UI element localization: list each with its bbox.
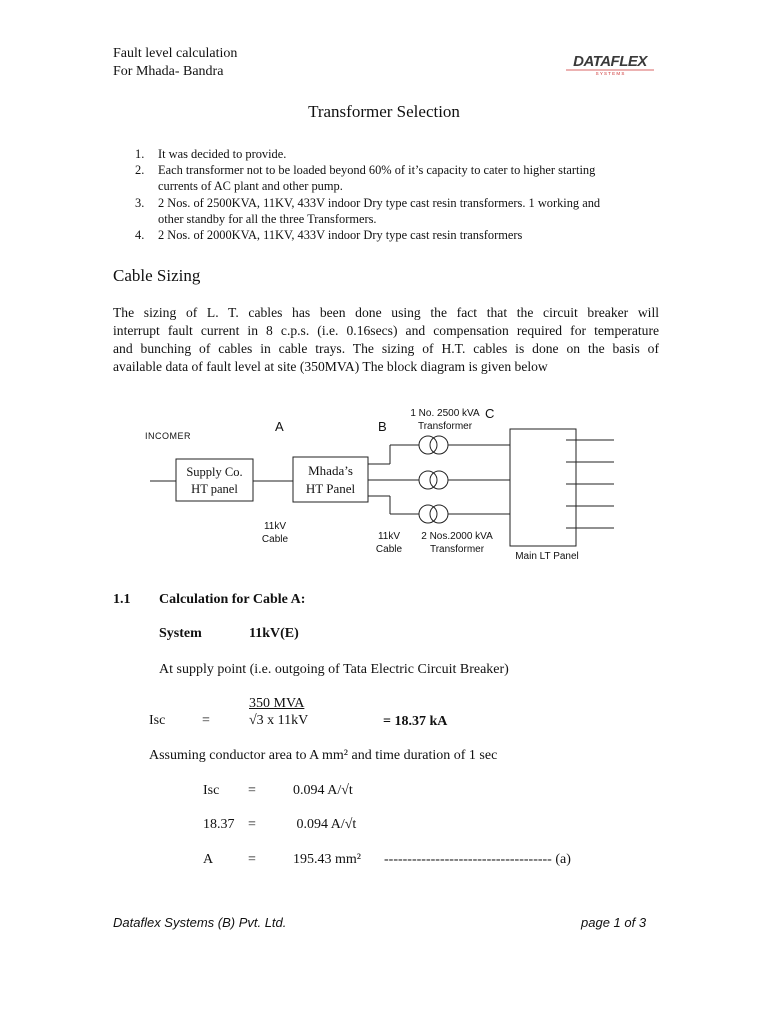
cable-a-label: 11kV xyxy=(263,521,287,532)
svg-text:HT Panel: HT Panel xyxy=(305,481,356,496)
list-item: 1. It was decided to provide. xyxy=(135,147,287,161)
system-label: System xyxy=(159,626,202,641)
svg-text:Mhada’s: Mhada’s xyxy=(308,463,353,478)
transformer-3 xyxy=(419,505,448,523)
transformer-list xyxy=(113,146,673,243)
list-item: 3. 2 Nos. of 2500KVA, 11KV, 433V indoor Dry type cast resin transformers. 1 working and other standby for all the three Transformers. xyxy=(135,195,601,226)
header-subtitle: For Mhada- Bandra xyxy=(113,64,224,79)
footer-company: Dataflex Systems (B) Pvt. Ltd. xyxy=(113,915,287,930)
label-a: A xyxy=(275,419,284,434)
calc-row-eq: = xyxy=(248,852,256,867)
list-item: 2. Each transformer not to be loaded beyond 60% of it’s capacity to cater to higher starting currents of AC plant and other pump. xyxy=(135,163,596,194)
label-b: B xyxy=(378,419,387,434)
supply-point-text: At supply point (i.e. outgoing of Tata Electric Circuit Breaker) xyxy=(159,662,509,677)
fraction-denominator: √3 x 11kV xyxy=(249,713,309,728)
system-value: 11kV(E) xyxy=(249,626,299,641)
calc-row-rhs: 195.43 mm² xyxy=(293,852,361,867)
fraction-numerator: 350 MVA xyxy=(249,696,305,711)
svg-text:Transformer: Transformer xyxy=(429,544,485,555)
calc-row-lhs: A xyxy=(203,852,214,867)
header-title: Fault level calculation xyxy=(113,46,238,61)
isc-result: = 18.37 kA xyxy=(383,714,448,729)
cable-sizing-paragraph: The sizing of L. T. cables has been done using the fact that the circuit breaker will interrupt fault current in 8 c.p.s. (i.e. 0.16secs) and compensation required for temperature and bunching of cables in cable trays. The sizing of H.T. cables is done on the basis of available data of fault level at site (350MVA) The block diagram is given below xyxy=(113,305,659,374)
footer-page-number: page 1 of 3 xyxy=(581,915,647,930)
lt-panel-label: Main LT Panel xyxy=(515,551,579,562)
calc-row-lhs: 18.37 xyxy=(203,817,235,832)
section-title: Calculation for Cable A: xyxy=(159,592,306,607)
svg-text:Supply Co.: Supply Co. xyxy=(186,465,243,479)
calc-row-eq: = xyxy=(248,817,256,832)
svg-text:Cable: Cable xyxy=(261,534,289,545)
isc-label: Isc xyxy=(149,713,166,728)
assumption-text: Assuming conductor area to A mm² and time duration of 1 sec xyxy=(149,748,498,763)
transformer-2 xyxy=(419,471,448,489)
section-number: 1.1 xyxy=(113,592,131,607)
calc-row-rhs: 0.094 A/√t xyxy=(293,783,353,798)
label-c: C xyxy=(485,406,495,421)
svg-text:Cable: Cable xyxy=(375,544,403,555)
calc-row-rhs: 0.094 A/√t xyxy=(293,817,357,832)
svg-text:HT panel: HT panel xyxy=(191,482,238,496)
calc-row-eq: = xyxy=(248,783,256,798)
section-heading-cable-sizing: Cable Sizing xyxy=(113,266,201,285)
incomer-label: INCOMER xyxy=(145,431,191,441)
transformer-1-label: 1 No. 2500 kVA xyxy=(410,408,480,419)
calc-row-lhs: Isc xyxy=(203,783,220,798)
transformer-2-label: 2 Nos.2000 kVA xyxy=(421,531,493,542)
dataflex-logo xyxy=(562,52,658,76)
svg-text:Transformer: Transformer xyxy=(417,421,473,432)
page-title: Transformer Selection xyxy=(308,102,460,121)
calc-row-tail: ------------------------------------ (a) xyxy=(384,852,571,867)
logo-tagline: S Y S T E M S xyxy=(595,71,625,76)
list-item: 4. 2 Nos. of 2000KVA, 11KV, 433V indoor Dry type cast resin transformers xyxy=(135,228,523,243)
logo-wordmark: DATAFLEX xyxy=(573,53,647,70)
cable-b-label: 11kV xyxy=(377,531,401,542)
block-diagram xyxy=(140,400,630,570)
equals-sign: = xyxy=(202,713,210,728)
transformer-1 xyxy=(419,436,448,454)
